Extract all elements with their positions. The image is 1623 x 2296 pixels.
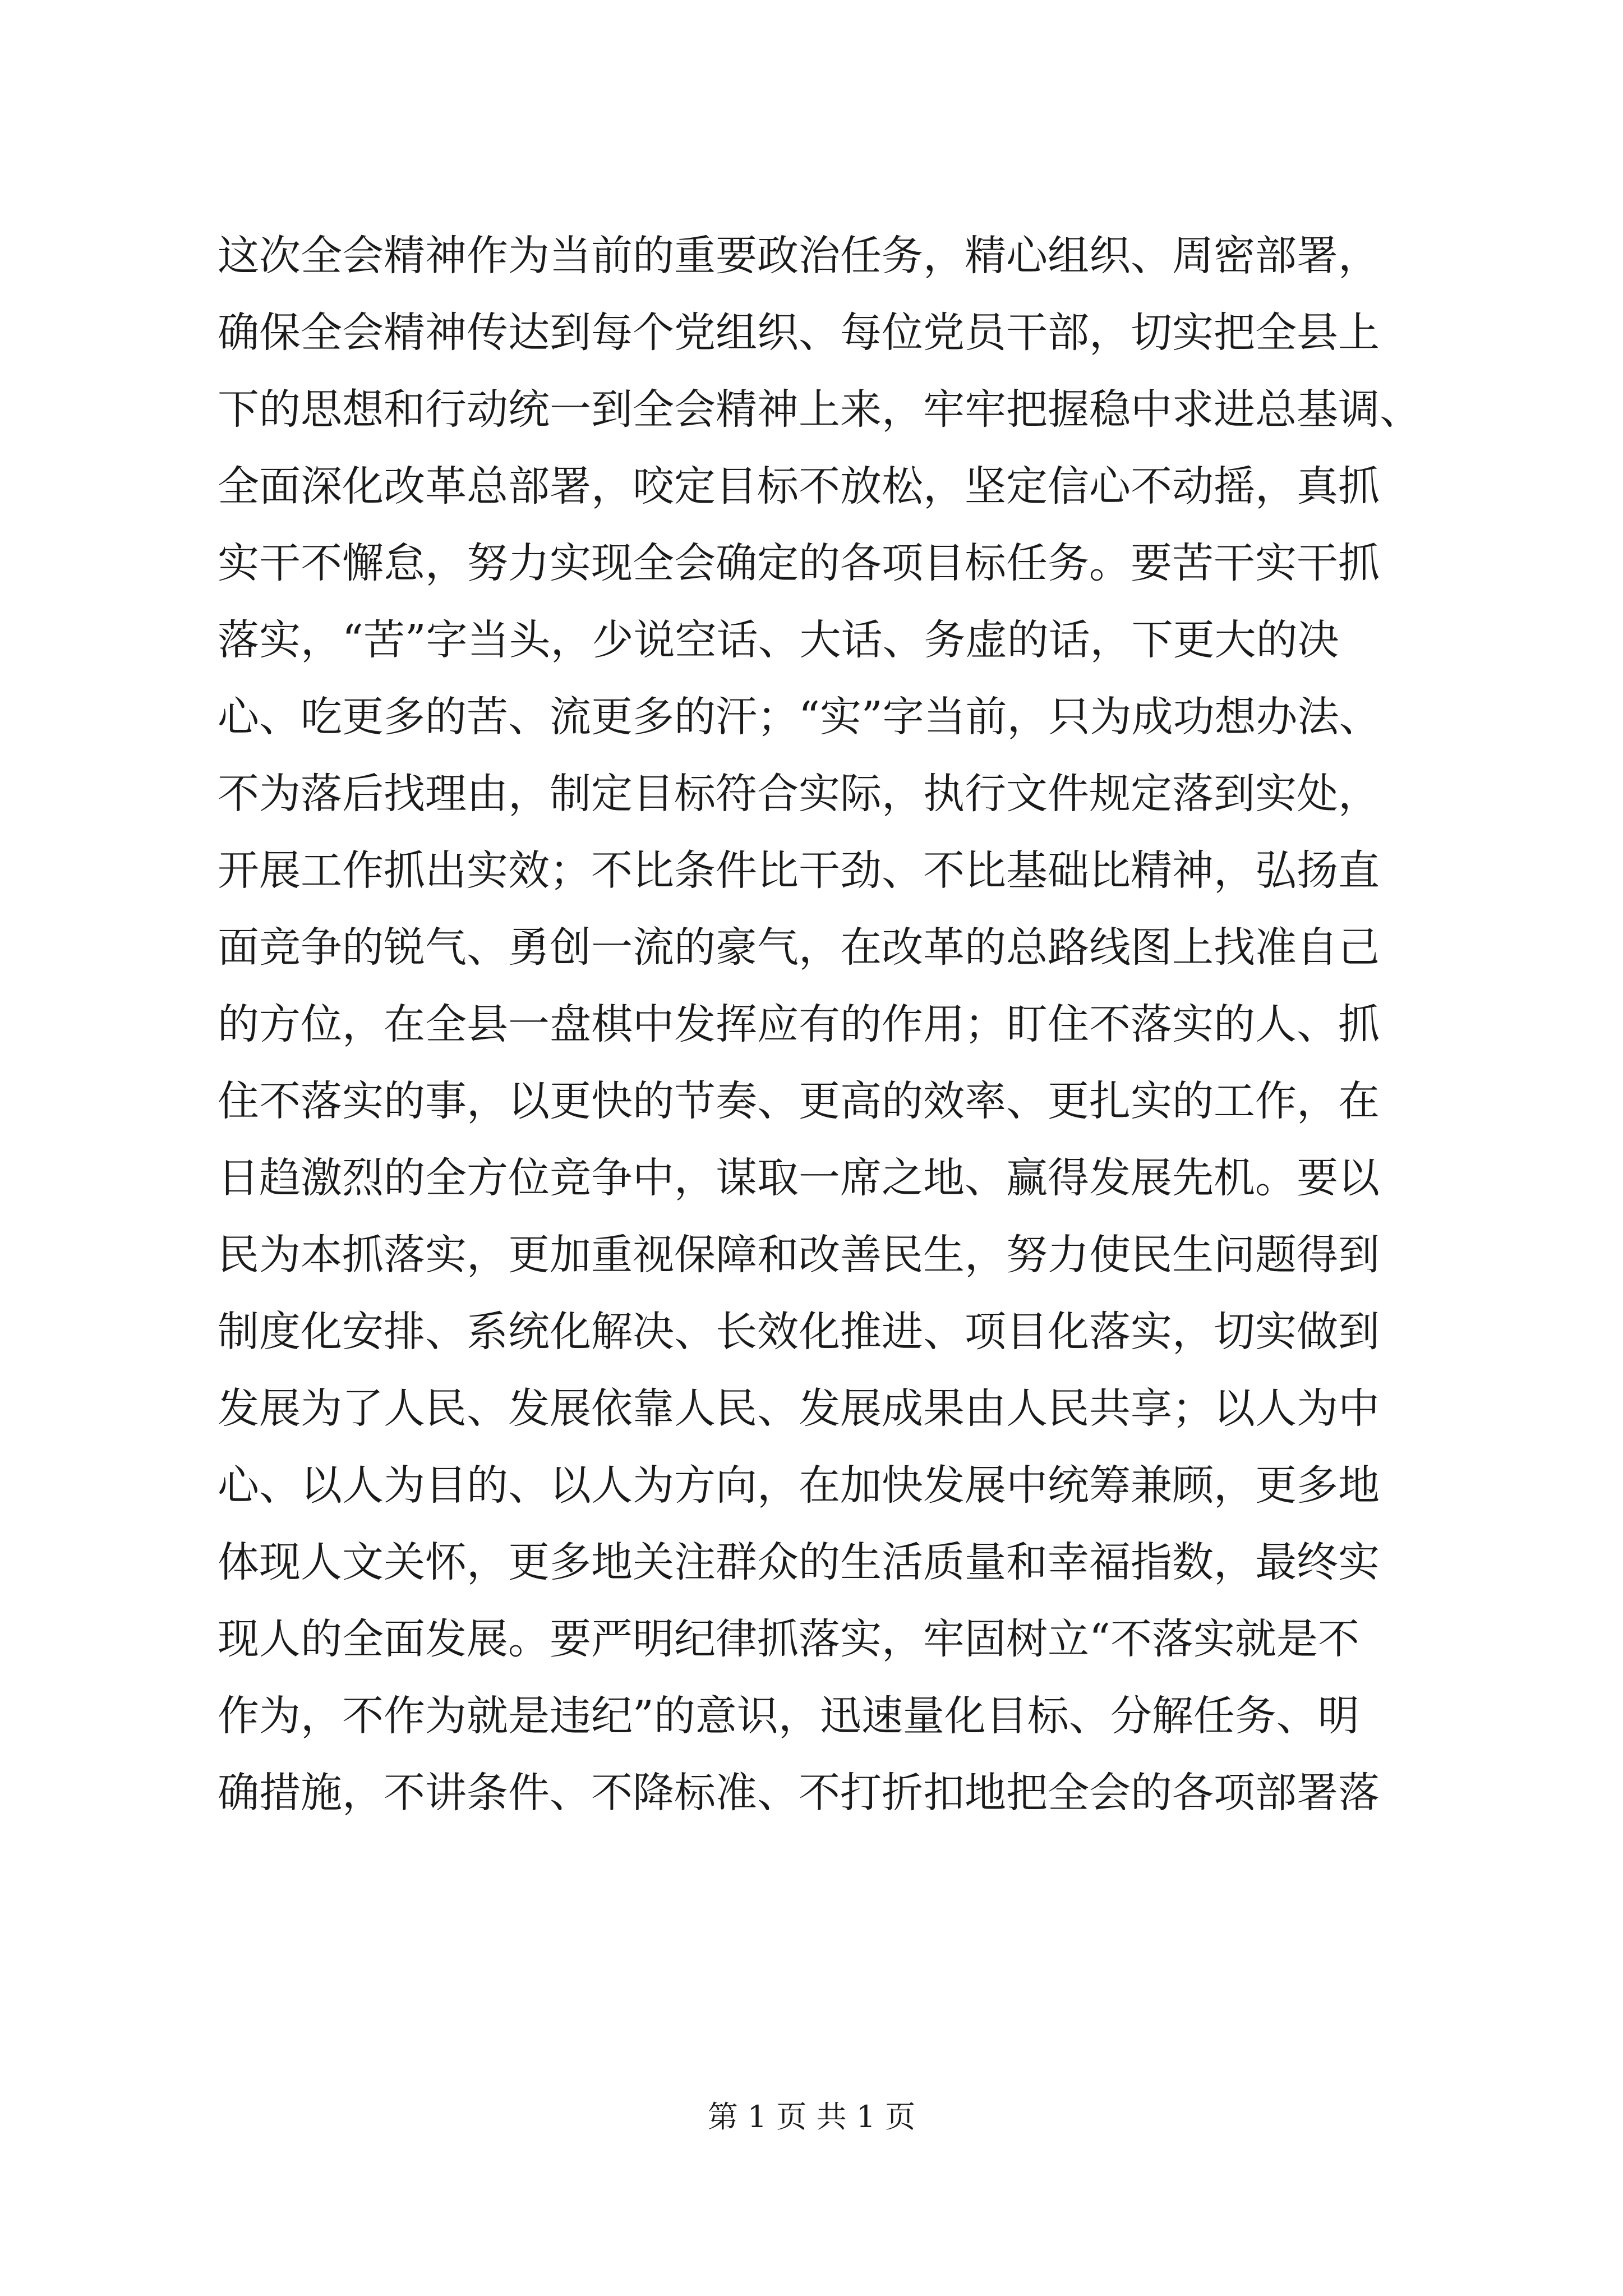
text-line: 心、吃更多的苦、流更多的汗；“实”字当前，只为成功想办法、 (218, 693, 1381, 741)
text-line: 发展为了人民、发展依靠人民、发展成果由人民共享；以人为中 (218, 1384, 1380, 1433)
text-line: 住不落实的事，以更快的节奏、更高的效率、更扎实的工作，在 (218, 1077, 1380, 1125)
text-line: 全面深化改革总部署，咬定目标不放松，坚定信心不动摇，真抓 (218, 462, 1380, 510)
text-line: 实干不懈怠，努力实现全会确定的各项目标任务。要苦干实干抓 (218, 539, 1380, 587)
text-line: 体现人文关怀，更多地关注群众的生活质量和幸福指数，最终实 (218, 1538, 1380, 1586)
text-line: 确保全会精神传达到每个党组织、每位党员干部，切实把全县上 (218, 309, 1380, 357)
page-footer (0, 2095, 1623, 2139)
text-line: 现人的全面发展。要严明纪律抓落实，牢固树立“不落实就是不 (218, 1615, 1359, 1663)
text-line: 制度化安排、系统化解决、长效化推进、项目化落实，切实做到 (218, 1308, 1380, 1356)
text-line: 面竞争的锐气、勇创一流的豪气，在改革的总路线图上找准自己 (218, 923, 1380, 972)
text-line: 这次全会精神作为当前的重要政治任务，精心组织、周密部署， (218, 232, 1380, 280)
text-line: 确措施，不讲条件、不降标准、不打折扣地把全会的各项部署落 (218, 1769, 1380, 1817)
page-number-label: 第 1 页 共 1 页 (707, 2099, 916, 2134)
text-line: 心、以人为目的、以人为方向，在加快发展中统筹兼顾，更多地 (218, 1461, 1380, 1510)
text-line: 落实，“苦”字当头，少说空话、大话、务虚的话，下更大的决 (218, 616, 1339, 664)
text-line: 的方位，在全县一盘棋中发挥应有的作用；盯住不落实的人、抓 (218, 1000, 1380, 1048)
text-line: 日趋激烈的全方位竞争中，谋取一席之地、赢得发展先机。要以 (218, 1154, 1380, 1202)
text-line: 下的思想和行动统一到全会精神上来，牢牢把握稳中求进总基调、 (218, 385, 1421, 434)
text-line: 作为，不作为就是违纪”的意识，迅速量化目标、分解任务、明 (218, 1692, 1359, 1740)
text-line: 不为落后找理由，制定目标符合实际，执行文件规定落到实处， (218, 770, 1380, 818)
document-body (218, 218, 1479, 1832)
text-line: 民为本抓落实，更加重视保障和改善民生，努力使民生问题得到 (218, 1231, 1380, 1279)
text-line: 开展工作抓出实效；不比条件比干劲、不比基础比精神，弘扬直 (218, 846, 1380, 895)
